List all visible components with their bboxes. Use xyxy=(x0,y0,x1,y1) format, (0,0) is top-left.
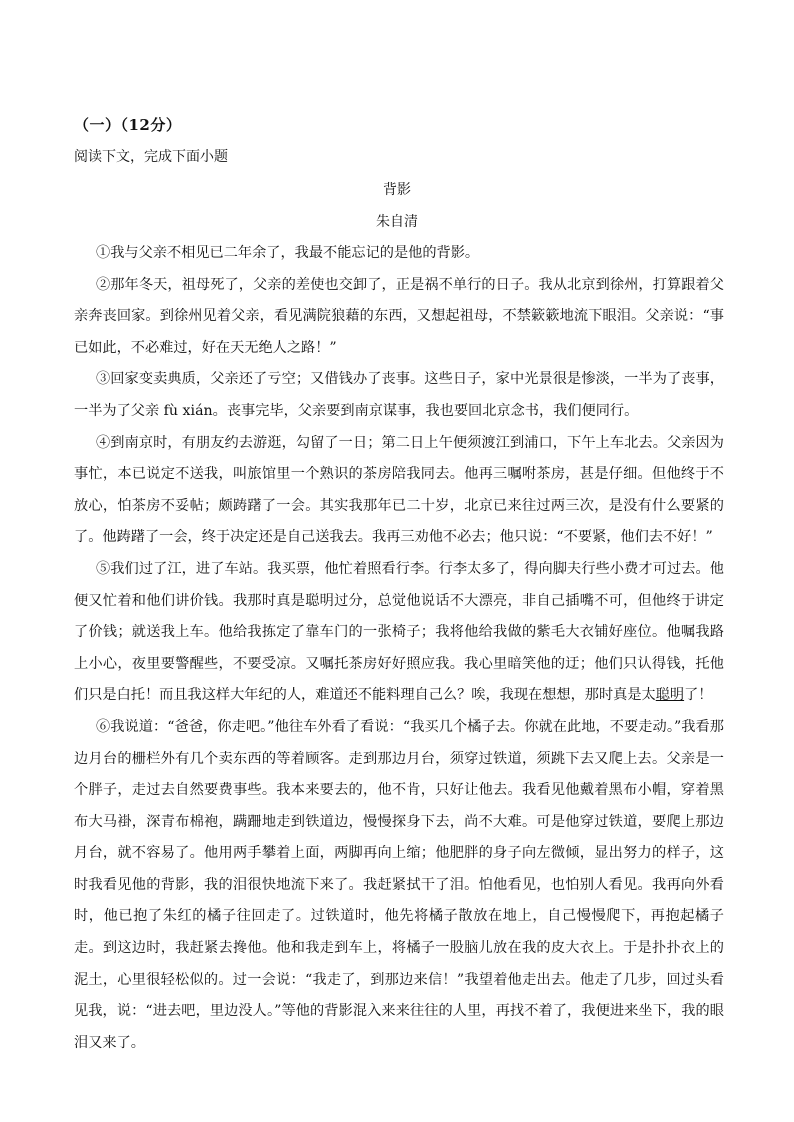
article-author: 朱自清 xyxy=(376,214,418,230)
paragraph-2: ②那年冬天，祖母死了，父亲的差使也交卸了，正是祸不单行的日子。我从北京到徐州，打算跟着父亲奔丧回家。到徐州见着父亲，看见满院狼藉的东西，又想起祖母，不禁簌簌地流下眼泪。父亲说：“事已如此，不必难过，好在天无绝人之路！” xyxy=(74,276,724,356)
section-heading: （一）（12分） xyxy=(74,116,182,134)
paragraph-5-ending: 了！ xyxy=(684,687,713,704)
underlined-word: 聪明 xyxy=(655,687,685,704)
article-body xyxy=(74,238,724,1059)
paragraph-5-text: ⑤我们过了江，进了车站。我买票，他忙着照看行李。行李太多了，得向脚夫行些小费才可过去。他便又忙着和他们讲价钱。我那时真是聪明过分，总觉他说话不大漂亮，非自己插嘴不可，但他终于讲定了价钱；就送我上车。他给我拣定了靠车门的一张椅子；我将他给我做的紫毛大衣铺好座位。他嘱我路上小心，夜里要警醒些，不要受凉。又嘱托茶房好好照应我。我心里暗笑他的迂；他们只认得钱，托他们只是白托！而且我这样大年纪的人，难道还不能料理自己么？唉，我现在想想，那时真是太 xyxy=(74,560,724,704)
paragraph-5 xyxy=(74,554,724,712)
reading-instruction: 阅读下文，完成下面小题 xyxy=(74,149,228,165)
paragraph-6: ⑥我说道：“爸爸，你走吧。”他往车外看了看说：“我买几个橘子去。你就在此地，不要走动。”我看那边月台的栅栏外有几个卖东西的等着顾客。走到那边月台，须穿过铁道，须跳下去又爬上去。父亲是一个胖子，走过去自然要费事些。我本来要去的，他不肯，只好让他去。我看见他戴着黑布小帽，穿着黑布大马褂，深青布棉袍，蹒跚地走到铁道边，慢慢探身下去，尚不大难。可是他穿过铁道，要爬上那边月台，就不容易了。他用两手攀着上面，两脚再向上缩；他肥胖的身子向左微倾，显出努力的样子，这时我看见他的背影，我的泪很快地流下来了。我赶紧拭干了泪。怕他看见，也怕别人看见。我再向外看时，他已抱了朱红的橘子往回走了。过铁道时，他先将橘子散放在地上，自己慢慢爬下，再抱起橘子走。到这边时，我赶紧去搀他。他和我走到车上，将橘子一股脑儿放在我的皮大衣上。于是扑扑衣上的泥土，心里很轻松似的。过一会说：“我走了，到那边来信！”我望着他走出去。他走了几步，回过头看见我，说：“进去吧，里边没人。”等他的背影混入来来往往的人里，再找不着了，我便进来坐下，我的眼泪又来了。 xyxy=(74,718,724,1051)
article-title: 背影 xyxy=(383,182,411,198)
paragraph-1: ①我与父亲不相见已二年余了，我最不能忘记的是他的背影。 xyxy=(96,245,480,261)
paragraph-3: ③回家变卖典质，父亲还了亏空；又借钱办了丧事。这些日子，家中光景很是惨淡，一半为了丧事，一半为了父亲 fù xián。丧事完毕，父亲要到南京谋事，我也要回北京念书，我们便同行。 xyxy=(74,371,724,419)
paragraph-4: ④到南京时，有朋友约去游逛，勾留了一日；第二日上午便须渡江到浦口，下午上车北去。父亲因为事忙，本已说定不送我，叫旅馆里一个熟识的茶房陪我同去。他再三嘱咐茶房，甚是仔细。但他终于不放心，怕茶房不妥帖；颇踌躇了一会。其实我那年已二十岁，北京已来往过两三次，是没有什么要紧的了。他踌躇了一会，终于决定还是自己送我去。我再三劝他不必去；他只说：“不要紧，他们去不好！” xyxy=(74,434,724,546)
